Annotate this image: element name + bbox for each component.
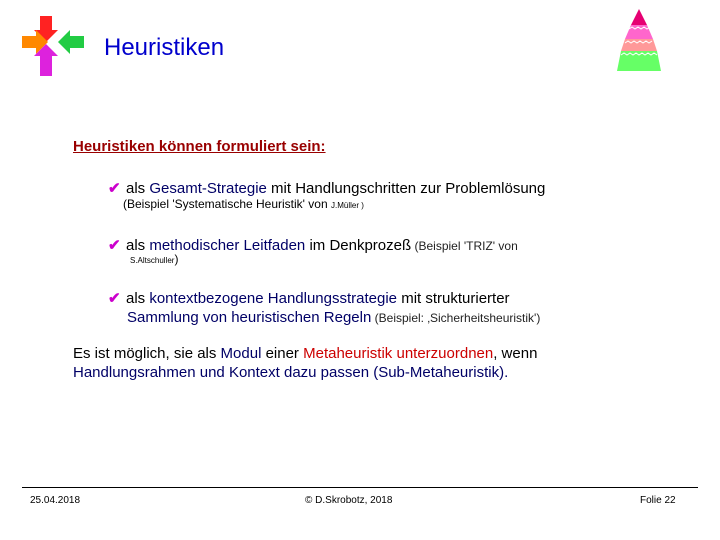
paragraph-line-1 [73, 345, 537, 362]
paragraph-text-c: , wenn [493, 345, 538, 362]
bullet-item-3 [108, 289, 510, 307]
paragraph-line-2: Handlungsrahmen und Kontext dazu passen (Sub-Metaheuristik). [73, 364, 509, 381]
bullet-3-line-2 [127, 309, 540, 326]
footer-copyright: © D.Skrobotz, 2018 [305, 495, 393, 506]
bullet-3-example: (Beispiel: ‚Sicherheitsheuristik') [371, 311, 541, 325]
bullet-3-prefix: als [126, 290, 150, 307]
footer-divider [22, 487, 698, 488]
check-mark-icon: ✔ [108, 290, 121, 307]
bullet-1-highlight: Gesamt-Strategie [149, 180, 267, 197]
footer-slide-number: Folie 22 [640, 495, 676, 506]
paragraph-modul: Modul [220, 345, 262, 362]
bullet-2-example-author: S.Altschuller [130, 256, 175, 265]
paragraph-text-b: einer [261, 345, 304, 362]
bullet-2-highlight: methodischer Leitfaden [149, 237, 306, 254]
bullet-item-1 [108, 179, 545, 197]
bullet-2-prefix: als [126, 237, 150, 254]
bullet-3-suffix: mit strukturierter [397, 290, 510, 307]
bullet-2-example: (Beispiel 'TRIZ' von [411, 239, 518, 253]
bullet-1-prefix: als [126, 180, 150, 197]
bullet-2-example-author-line [130, 252, 178, 266]
paragraph-metaheuristik: Metaheuristik unterzuordnen [303, 345, 494, 362]
bullet-1-example-text: (Beispiel 'Systematische Heuristik' von [123, 197, 331, 211]
check-mark-icon: ✔ [108, 180, 121, 197]
bullet-3-line2-highlight: Sammlung von heuristischen Regeln [127, 309, 372, 326]
arrows-logo-icon [22, 16, 86, 80]
check-mark-icon: ✔ [108, 237, 121, 254]
section-heading: Heuristiken können formuliert sein: [73, 138, 326, 155]
paragraph-text-a: Es ist möglich, sie als [73, 345, 221, 362]
bullet-3-highlight: kontextbezogene Handlungsstrategie [149, 290, 398, 307]
bullet-1-example [123, 197, 364, 211]
bullet-1-example-end: ) [359, 201, 364, 210]
bullet-1-suffix: mit Handlungschritten zur Problemlösung [266, 180, 546, 197]
bullet-2-example-end: ) [174, 252, 179, 266]
pyramid-logo-icon [617, 9, 661, 71]
page-title: Heuristiken [104, 34, 225, 61]
bullet-2-suffix: im Denkprozeß [305, 237, 412, 254]
bullet-1-example-author: J.Müller [331, 201, 360, 210]
footer-date: 25.04.2018 [30, 495, 81, 506]
